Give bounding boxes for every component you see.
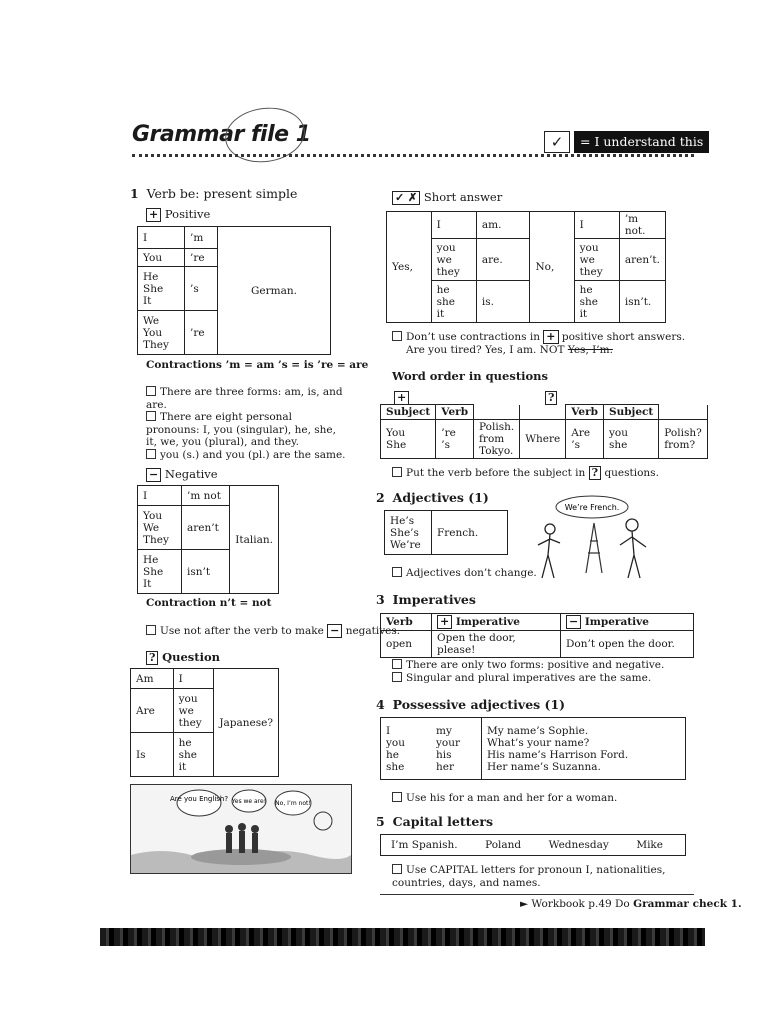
people-figures xyxy=(538,519,646,578)
short-answer-label: ✓ ✗ Short answer xyxy=(392,190,502,205)
section-1-title: Verb be: present simple xyxy=(146,186,298,201)
possessive-note: Use his for a man and her for a woman. xyxy=(392,792,617,805)
section-1-heading: 1 Verb be: present simple xyxy=(130,186,298,201)
short-answer-table: Yes, I am. No, I ’m not. you we they are. you we they aren’t. he she it is. he she it isn’t. xyxy=(386,211,666,323)
question-icon: ? xyxy=(545,391,557,405)
negative-label: − Negative xyxy=(146,467,218,482)
contractions-line: Contractions ’m = am ’s = is ’re = are xyxy=(146,359,369,371)
dotted-divider xyxy=(132,154,694,157)
section-2-heading: 2 Adjectives (1) xyxy=(376,490,489,505)
negative-note: Use not after the verb to make − negatives. xyxy=(146,624,400,638)
imperatives-table: Verb + Imperative − Imperative open Open the door, please! Don’t open the door. xyxy=(380,613,694,658)
footer-divider xyxy=(380,894,694,895)
sun-icon xyxy=(314,812,332,830)
svg-text:Are you English?: Are you English? xyxy=(169,795,229,803)
section-5-heading: 5 Capital letters xyxy=(376,814,493,829)
checkbox[interactable] xyxy=(392,331,402,341)
checkbox[interactable] xyxy=(392,659,402,669)
svg-text:No, I’m not!: No, I’m not! xyxy=(275,800,311,807)
cartoon-island-illustration xyxy=(130,784,352,874)
plus-icon: + xyxy=(146,208,161,222)
speech-bubble xyxy=(177,790,221,816)
scan-edge-bar xyxy=(100,928,705,946)
positive-table: I ’m German. You ’re He She It ’s We You They ’re xyxy=(137,226,331,355)
possessive-table: I you he she my your his her My name’s Sophie. What’s your name? His name’s Harrison Ford. Her name’s Suzanna. xyxy=(380,717,686,780)
section-3-heading: 3 Imperatives xyxy=(376,592,476,607)
checkbox[interactable] xyxy=(146,386,156,396)
checkbox[interactable] xyxy=(392,864,402,874)
adjectives-table: He’s She’s We’re French. xyxy=(384,510,508,555)
question-table: Am I Japanese? Are you we they Is he she it xyxy=(130,668,279,777)
french-couple-illustration xyxy=(528,493,670,581)
word-order-title: Word order in questions xyxy=(392,369,549,383)
capital-letters-note: Use CAPITAL letters for pronoun I, nationalities, countries, days, and names. xyxy=(392,864,666,889)
checkbox[interactable] xyxy=(392,467,402,477)
short-answer-note: Don’t use contractions in + positive short answers. Are you tired? Yes, I am. NOT Yes, I’m. xyxy=(392,330,692,357)
check-icon: ✓ xyxy=(544,131,570,153)
minus-icon: − xyxy=(146,468,161,482)
adjectives-note: Adjectives don’t change. xyxy=(392,567,537,580)
positive-notes: There are three forms: am, is, and are. There are eight personal pronouns: I, you (singular), he, she, it, we, you (plural), and they. you (s.) and you (pl.) are the same. xyxy=(146,386,346,461)
eiffel-tower-icon xyxy=(586,523,602,573)
people-figures xyxy=(225,823,259,853)
question-icon: ? xyxy=(146,651,158,665)
word-order-note: Put the verb before the subject in ? questions. xyxy=(392,466,659,480)
svg-text:We’re French.: We’re French. xyxy=(564,503,620,512)
checkbox[interactable] xyxy=(146,449,156,459)
question-label: ? Question xyxy=(146,650,220,665)
minus-icon: − xyxy=(566,615,581,629)
checkbox[interactable] xyxy=(392,567,402,577)
legend-text: = I understand this xyxy=(574,131,709,153)
positive-label: + Positive xyxy=(146,207,210,222)
svg-text:Yes we are!: Yes we are! xyxy=(231,798,267,805)
legend xyxy=(544,131,709,153)
capital-letters-box: I’m Spanish. Poland Wednesday Mike xyxy=(380,834,686,856)
workbook-reference: ► Workbook p.49 Do Grammar check 1. xyxy=(520,898,742,910)
word-order-table: Subject Verb Verb Subject You She ’re ’s Polish. from Tokyo. Where Are ’s you she Polish? from? xyxy=(380,404,708,459)
checkbox[interactable] xyxy=(392,792,402,802)
title-circle-mark xyxy=(222,103,309,168)
minus-icon: − xyxy=(327,624,342,638)
imperatives-notes: There are only two forms: positive and negative. Singular and plural imperatives are the same. xyxy=(392,659,664,684)
check-cross-icon: ✓ ✗ xyxy=(392,191,420,205)
plus-icon: + xyxy=(543,330,558,344)
section-4-heading: 4 Possessive adjectives (1) xyxy=(376,697,566,712)
negative-contraction: Contraction n’t = not xyxy=(146,597,272,609)
checkbox[interactable] xyxy=(146,625,156,635)
negative-table: I ’m not Italian. You We They aren’t He She It isn’t xyxy=(137,485,279,594)
checkbox[interactable] xyxy=(392,672,402,682)
plus-icon: + xyxy=(437,615,452,629)
page-title: Grammar file 1 xyxy=(132,122,311,147)
plus-icon: + xyxy=(394,391,409,405)
question-icon: ? xyxy=(589,466,601,480)
checkbox[interactable] xyxy=(146,411,156,421)
